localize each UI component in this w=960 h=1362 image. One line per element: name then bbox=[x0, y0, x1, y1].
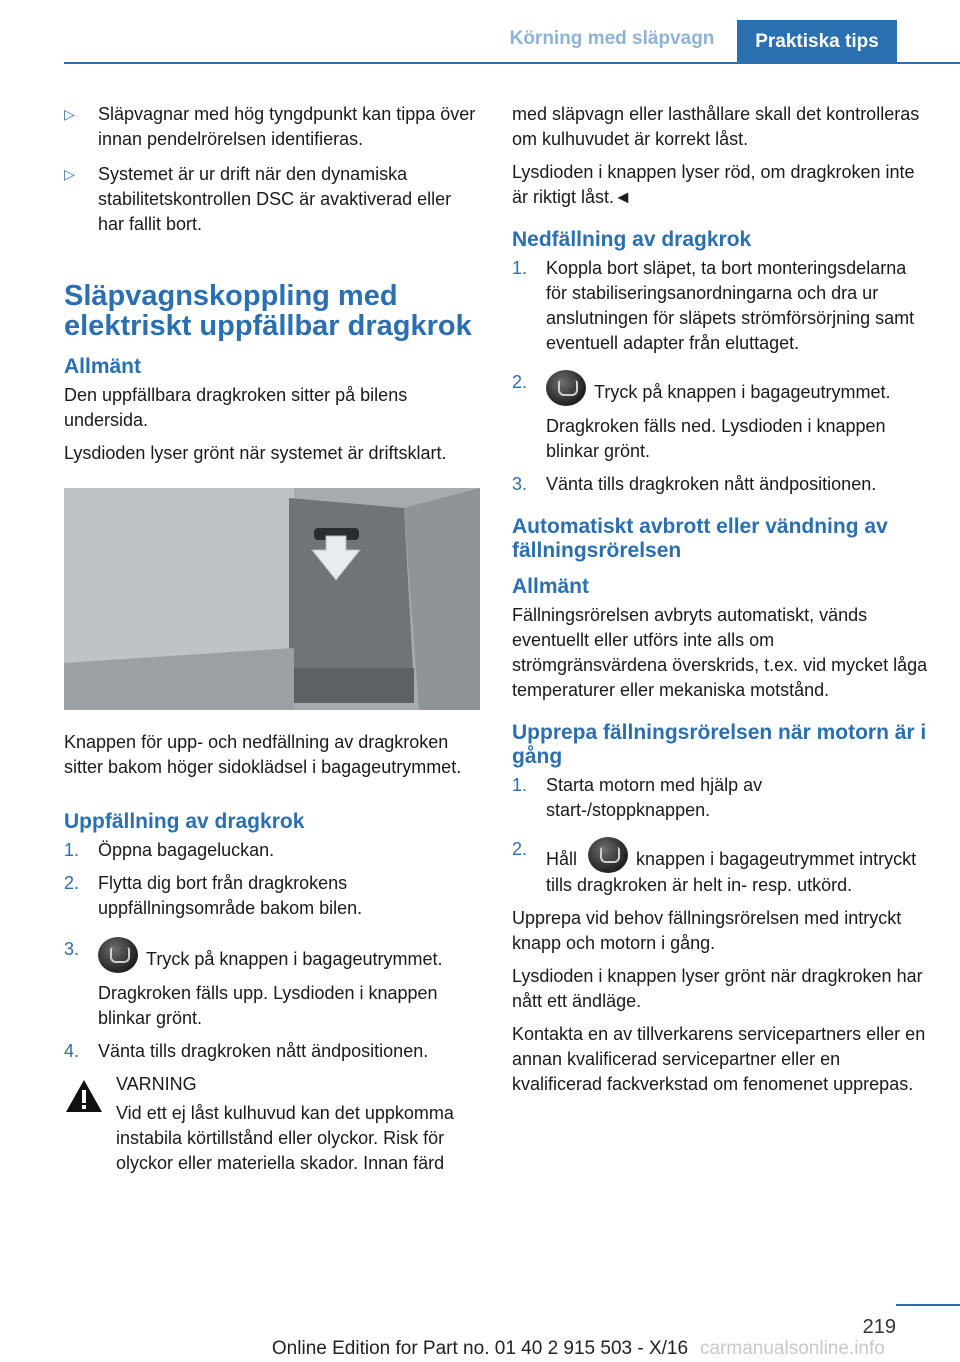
triangle-bullet-icon: ▷ bbox=[64, 166, 75, 182]
trunk-illustration bbox=[64, 488, 480, 710]
edition-line: Online Edition for Part no. 01 40 2 915 503 - X/16 bbox=[271, 1338, 689, 1359]
footer-rule bbox=[896, 1304, 960, 1306]
paragraph: Lysdioden i knappen lyser grönt när dragkroken har nått ett ändläge. bbox=[512, 966, 923, 1011]
paragraph: Upprepa vid behov fällningsrörelsen med intryckt knapp och motorn i gång. bbox=[512, 908, 902, 953]
paragraph: Lysdioden lyser grönt när systemet är driftsklart. bbox=[64, 443, 447, 463]
list-item: 3. Vänta tills dragkroken nått ändpositionen. bbox=[512, 474, 877, 494]
subheading-allmant-2: Allmänt bbox=[512, 575, 590, 598]
hitch-button-icon bbox=[588, 837, 628, 873]
warning-text: Vid ett ej låst kulhuvud kan det uppkomma instabila körtillstånd eller olyckor. Risk för olyckor eller materiella skador. Innan färd bbox=[116, 1103, 454, 1173]
paragraph: Kontakta en av tillverkarens servicepartners eller en annan kvalificerad servicepartner eller en kvalificerad fackverkstad om fenomenet upprepas. bbox=[512, 1024, 926, 1094]
subheading-upprepa: Upprepa fällningsrörelsen när motorn är i gång bbox=[512, 721, 927, 768]
hitch-button-icon bbox=[98, 937, 138, 973]
subheading-uppfallning: Uppfällning av dragkrok bbox=[64, 810, 305, 833]
steps-nedfallning bbox=[512, 256, 928, 497]
subheading-allmant: Allmänt bbox=[64, 355, 142, 378]
triangle-bullet-icon: ▷ bbox=[64, 106, 75, 122]
bullet-item bbox=[64, 102, 480, 152]
header-rule bbox=[64, 62, 960, 64]
warning-label: VARNING bbox=[116, 1074, 197, 1094]
bullet-text: Systemet är ur drift när den dynamiska stabilitetskontrollen DSC är avaktiverad eller har fallit bort. bbox=[98, 164, 452, 234]
subheading-nedfallning: Nedfällning av dragkrok bbox=[512, 228, 752, 251]
hitch-button-icon bbox=[546, 370, 586, 406]
steps-uppfallning bbox=[64, 838, 480, 1064]
watermark: carmanualsonline.info bbox=[700, 1338, 885, 1359]
paragraph: Fällningsrörelsen avbryts automatiskt, vänds eventuellt eller utförs inte alls om strömgränsvärdena överskrids, t.ex. vid mycket låga temperaturer eller mekaniska motstånd. bbox=[512, 605, 928, 700]
left-column bbox=[64, 102, 480, 1184]
list-item: 2. Håll knappen i bagageutrymmet intryckt tills dragkroken är helt in- resp. utkörd. bbox=[512, 839, 917, 895]
page-number: 219 bbox=[862, 1316, 896, 1338]
right-column bbox=[512, 102, 928, 1105]
page-header bbox=[0, 0, 960, 62]
list-item: 2. Tryck på knappen i bagageutrymmet. Dragkroken fälls ned. Lysdioden i knappen blinkar grönt. bbox=[512, 372, 891, 461]
section-title: Körning med släpvagn bbox=[509, 28, 715, 49]
steps-upprepa bbox=[512, 773, 928, 898]
photo-caption: Knappen för upp- och nedfällning av dragkroken sitter bakom höger sidoklädsel i bagageutrymmet. bbox=[64, 732, 462, 777]
list-item: 2. Flytta dig bort från dragkrokens uppfällningsområde bakom bilen. bbox=[64, 873, 363, 918]
paragraph: Lysdioden i knappen lyser röd, om dragkroken inte är riktigt låst.◄ bbox=[512, 162, 915, 207]
list-item: 1. Öppna bagageluckan. bbox=[64, 840, 275, 860]
paragraph: med släpvagn eller lasthållare skall det kontrolleras om kulhuvudet är korrekt låst. bbox=[512, 104, 920, 149]
bullet-item bbox=[64, 162, 480, 237]
bullet-text: Släpvagnar med hög tyngdpunkt kan tippa över innan pendelrörelsen identifieras. bbox=[98, 104, 476, 149]
section-heading: Släpvagnskoppling med elektriskt uppfällbar dragkrok bbox=[64, 280, 472, 342]
subheading-automatiskt: Automatiskt avbrott eller vändning av fällningsrörelsen bbox=[512, 515, 888, 562]
list-item: 3. Tryck på knappen i bagageutrymmet. Dragkroken fälls upp. Lysdioden i knappen blinkar grönt. bbox=[64, 939, 443, 1028]
warning-triangle-icon bbox=[64, 1078, 104, 1114]
trunk-photo bbox=[64, 488, 480, 710]
paragraph: Den uppfällbara dragkroken sitter på bilens undersida. bbox=[64, 385, 408, 430]
list-item: 1. Koppla bort släpet, ta bort monteringsdelarna för stabiliseringsanordningarna och dra ur anslutningen för släpets strömförsörjning samt eventuell adapter från eluttaget. bbox=[512, 258, 915, 353]
chapter-tab: Praktiska tips bbox=[737, 20, 897, 62]
warning-box bbox=[64, 1072, 480, 1176]
list-item: 1. Starta motorn med hjälp av start-/stoppknappen. bbox=[512, 775, 763, 820]
list-item: 4. Vänta tills dragkroken nått ändpositionen. bbox=[64, 1041, 429, 1061]
